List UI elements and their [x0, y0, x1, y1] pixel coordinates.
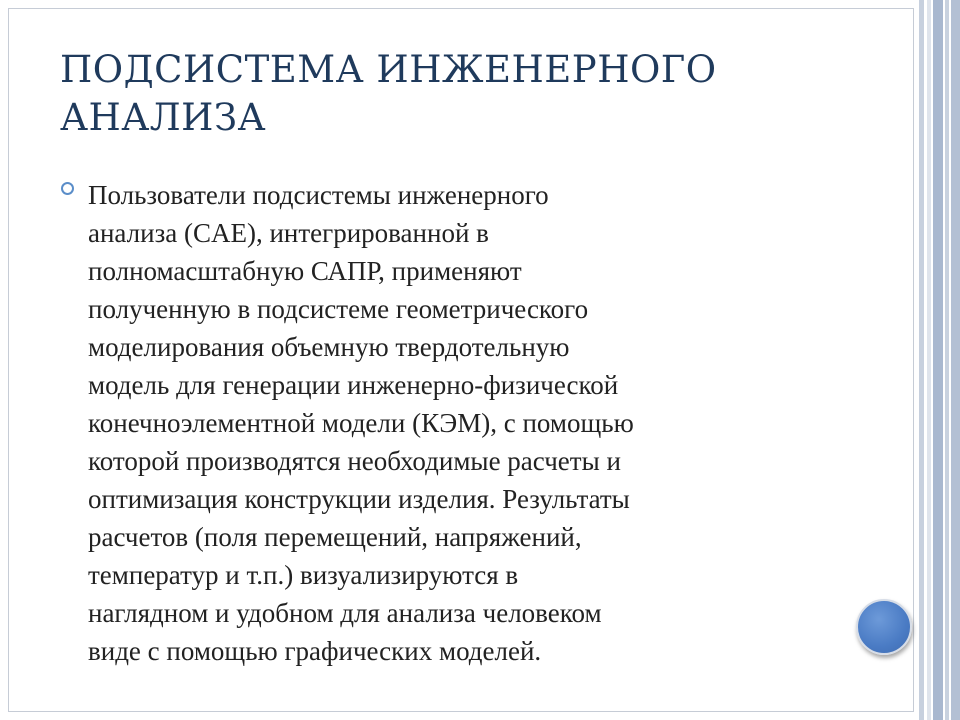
body-line: наглядном и удобном для анализа человеком	[88, 598, 602, 628]
body-line: расчетов (поля перемещений, напряжений,	[88, 522, 582, 552]
body-line: Пользователи подсистемы инженерного	[88, 180, 549, 210]
ring-bullet-icon	[61, 182, 74, 195]
body-line: виде с помощью графических моделей.	[88, 636, 542, 666]
body-line: анализа (CAE), интегрированной в	[88, 218, 489, 248]
body-line: полномасштабную САПР, применяют	[88, 256, 522, 286]
slide-title: ПОДСИСТЕМА ИНЖЕНЕРНОГО АНАЛИЗА	[60, 48, 717, 139]
body-line: конечноэлементной модели (КЭМ), с помощью	[88, 408, 634, 438]
decor-stripe	[919, 0, 924, 720]
circle-button-icon[interactable]	[856, 599, 912, 655]
body-line: модель для генерации инженерно-физической	[88, 370, 619, 400]
body-line: полученную в подсистеме геометрического	[88, 294, 589, 324]
decor-stripe	[927, 0, 931, 720]
body-line: которой производятся необходимые расчеты и	[88, 446, 621, 476]
decor-stripe	[951, 0, 960, 720]
decor-stripe	[933, 0, 943, 720]
body-line: температур и т.п.) визуализируются в	[88, 560, 519, 590]
decor-stripe	[945, 0, 949, 720]
body-line: моделирования объемную твердотельную	[88, 332, 570, 362]
slide-body-text	[88, 176, 818, 670]
body-line: оптимизация конструкции изделия. Результаты	[88, 484, 630, 514]
